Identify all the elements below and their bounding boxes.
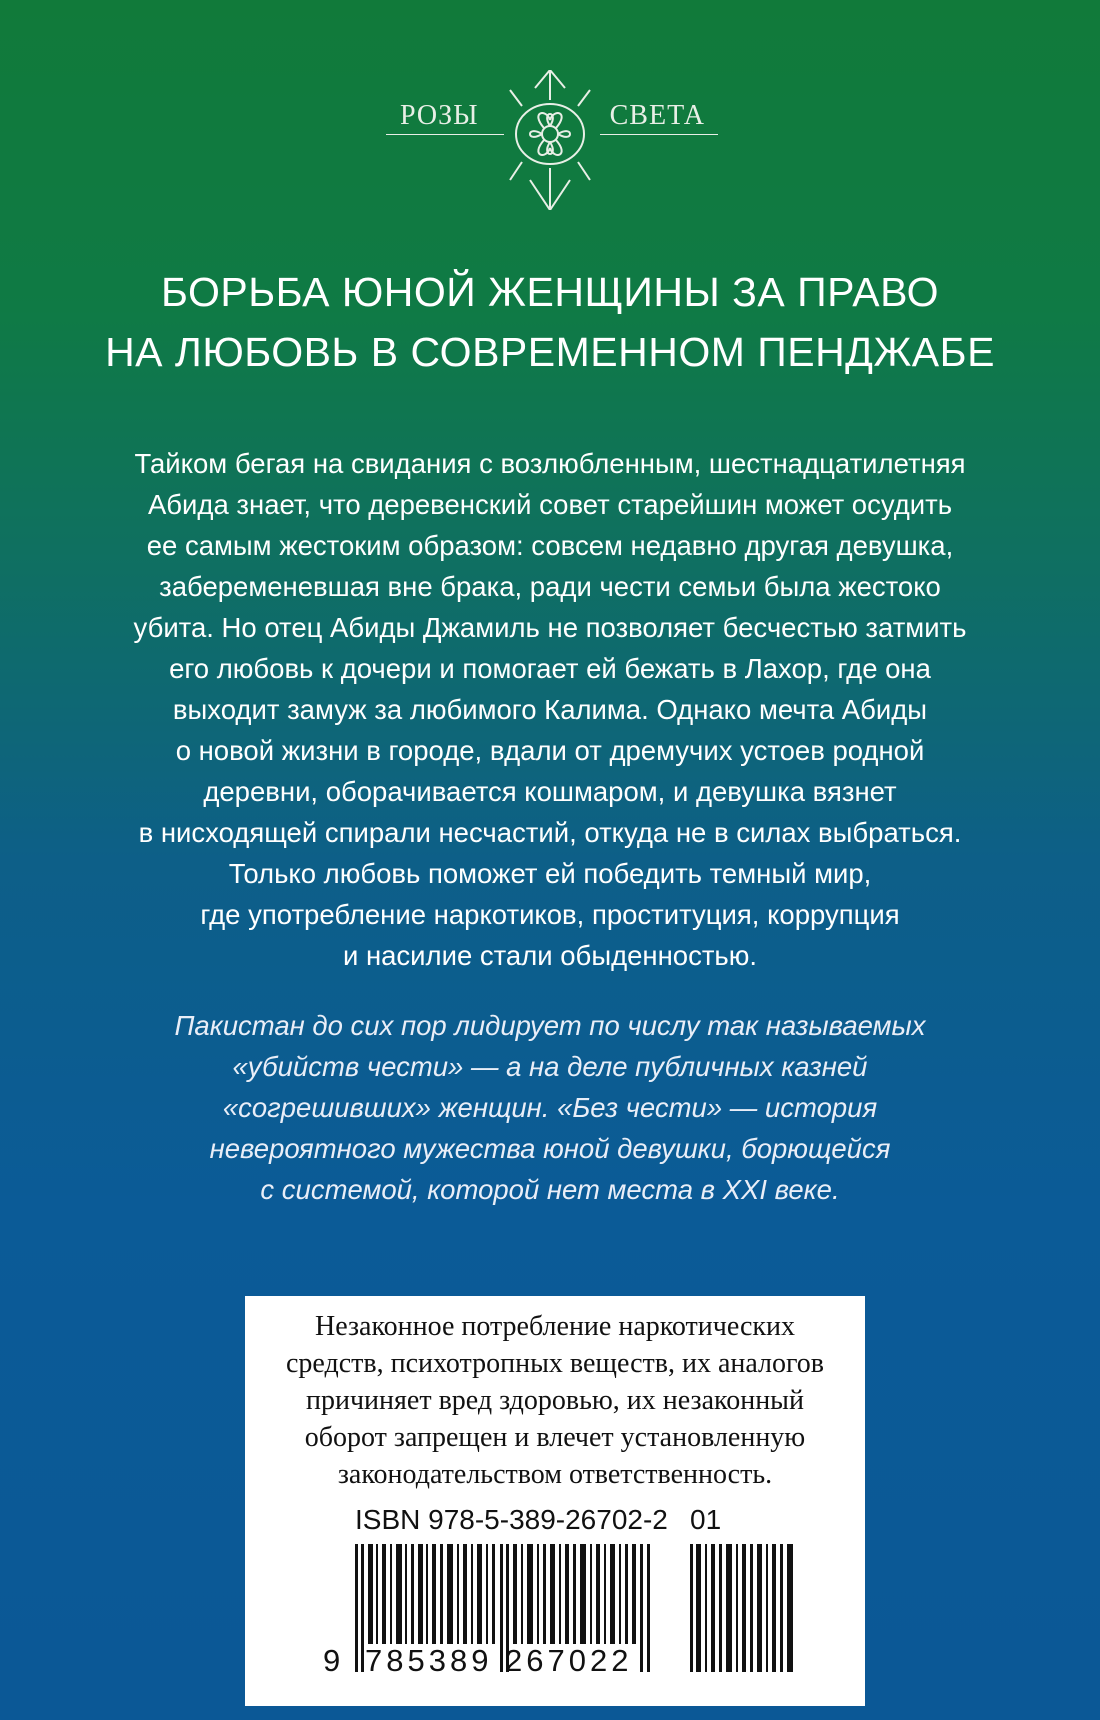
description-line: Абида знает, что деревенский совет старейшин может осудить [147,489,953,520]
warning-line: причиняет вред здоровью, их незаконный [306,1385,804,1416]
warning-line: средств, психотропных веществ, их аналогов [285,1348,825,1379]
legal-info-box [245,1296,865,1706]
description-line: и насилие стали обыденностью. [342,940,758,971]
description-line: деревни, оборачивается кошмаром, и девушка вязнет [203,776,897,807]
italic-note-line: с системой, которой нет места в XXI веке. [260,1174,840,1205]
headline-line-1: БОРЬБА ЮНОЙ ЖЕНЩИНЫ ЗА ПРАВО [161,269,939,315]
description-line: где употребление наркотиков, проституция, коррупция [200,899,900,930]
warning-line: оборот запрещен и влечет установленную [304,1422,806,1453]
headline-line-2: НА ЛЮБОВЬ В СОВРЕМЕННОМ ПЕНДЖАБЕ [105,329,995,375]
description-line: выходит замуж за любимого Калима. Однако мечта Абиды [172,694,928,725]
description [70,443,1030,976]
publisher-logo [380,70,720,210]
description-line: в нисходящей спирали несчастий, откуда не в силах выбраться. [138,817,962,848]
description-line: ее самым жестоким образом: совсем недавно другая девушка, [146,530,954,561]
flower-logo-icon [500,70,600,210]
description-line: о новой жизни в городе, вдали от дремучих устоев родной [175,735,925,766]
description-line: забеременевшая вне брака, ради чести семьи была жестоко [159,571,941,602]
italic-note [70,1005,1030,1210]
description-line: убита. Но отец Абиды Джамиль не позволяет бесчестью затмить [133,612,967,643]
isbn-addon-code: 01 [690,1504,722,1535]
italic-note-line: Пакистан до сих пор лидирует по числу так называемых [174,1010,926,1041]
italic-note-line: невероятного мужества юной девушки, борющейся [209,1133,891,1164]
logo-line-right [600,134,718,135]
warning-line: законодательством ответственность. [337,1459,773,1490]
ean-first-digit: 9 [323,1643,341,1678]
health-warning [245,1308,865,1493]
warning-line: Незаконное потребление наркотических [314,1311,796,1342]
italic-note-line: «убийств чести» — а на деле публичных казней [232,1051,868,1082]
logo-word-left: РОЗЫ [400,100,479,131]
italic-note-line: «согрешивших» женщин. «Без чести» — история [222,1092,878,1123]
description-line: Тайком бегая на свидания с возлюбленным, шестнадцатилетняя [134,448,966,479]
addon-barcode-icon [690,1544,800,1672]
isbn-label: ISBN 978-5-389-26702-2 [355,1504,668,1535]
headline [60,262,1040,382]
logo-word-right: СВЕТА [609,100,705,131]
logo-line-left [386,134,504,135]
description-line: его любовь к дочери и помогает ей бежать в Лахор, где она [169,653,931,684]
ean-digits: 785389 267022 [365,1643,633,1678]
description-line: Только любовь поможет ей победить темный мир, [228,858,872,889]
